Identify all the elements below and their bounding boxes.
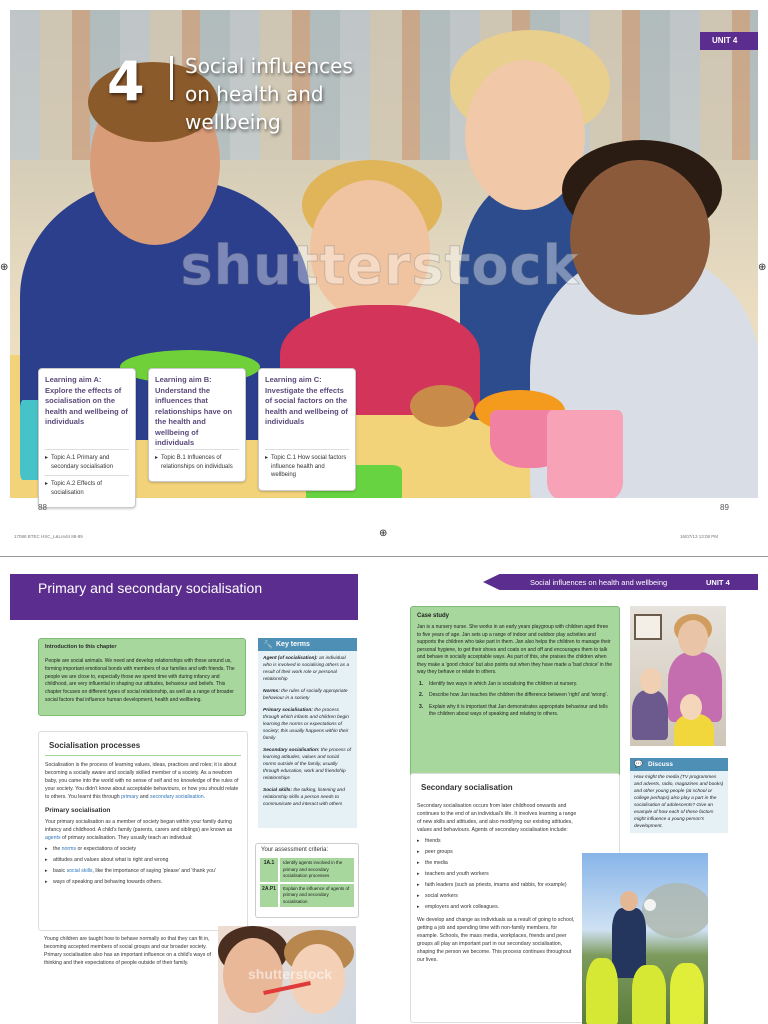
section-header: Primary and secondary socialisation xyxy=(10,574,358,620)
secondary-paragraph: Secondary socialisation occurs from later childhood onwards and continues to the end of an individual's life. It involves learning a range of new skills and attitudes, and also modifying our existing attitudes, values and behaviours. Agents of secondary socialisation include: xyxy=(417,803,577,833)
secondary-title: Secondary socialisation xyxy=(421,783,513,792)
question-text: Identify two ways in which Jan is socialising the children at nursery. xyxy=(429,680,578,687)
text-run: the xyxy=(53,846,62,852)
question-text: Explain why it is important that Jan demonstrates appropriate behaviour and tells the children about ways of speaking and relating to others. xyxy=(429,703,608,717)
assessment-row xyxy=(260,858,354,882)
learning-aim-c-card xyxy=(258,368,356,491)
running-head: Social influences on health and wellbeing xyxy=(530,578,668,587)
socialisation-title: Socialisation processes xyxy=(45,738,241,756)
assessment-code: 2A.P1 xyxy=(260,884,278,908)
crop-line xyxy=(0,556,768,557)
learning-aim-title: Learning aim C: Investigate the effects of social factors on the health and wellbeing of individuals xyxy=(265,375,348,426)
photo-nursery xyxy=(630,606,726,746)
photo-muffin xyxy=(410,385,474,427)
photo-child-bib xyxy=(586,958,618,1024)
key-term xyxy=(263,707,352,742)
key-term xyxy=(263,787,352,808)
text-run: and xyxy=(138,794,150,800)
text-run: or expectations of society xyxy=(76,846,137,852)
intro-title: Introduction to this chapter xyxy=(45,644,117,650)
assessment-code: 1A.1 xyxy=(260,858,278,882)
primary-socialisation-heading: Primary socialisation xyxy=(45,807,111,814)
question-number: 1. xyxy=(419,680,424,687)
list-item: ▸ attitudes and values about what is right and wrong xyxy=(45,856,241,864)
page-number-left: 88 xyxy=(38,503,47,512)
case-study-text: Jan is a nursery nurse. She works in an early years playgroup with children aged three to five years of age. Jan sets up a range of indoor and outdoor play activities and supports the children who take part in them. Jan also helps the children to manage their personal hygiene, to get their shoes and coats on and off and encourages them to talk and behave in socially acceptable ways. As part of this, she praises the children when they make a 'good choice' but also points out when they have made a 'bad choice' in the way they behave or relate to others. xyxy=(417,624,613,675)
chapter-divider xyxy=(170,56,173,100)
question-number: 3. xyxy=(419,703,424,710)
discuss-header xyxy=(630,758,728,771)
photo-feeding-child xyxy=(218,926,356,1024)
print-slug-right: 16/07/13 13:08 PM xyxy=(680,534,719,539)
list-item xyxy=(45,867,241,875)
case-study-question xyxy=(417,692,613,700)
learning-aim-b-card xyxy=(148,368,246,482)
unit-tab: UNIT 4 xyxy=(700,32,758,50)
unit-tab: UNIT 4 xyxy=(706,578,730,587)
key-term-definition: the talking, listening and relationship skills a person needs to communicate and interact with others xyxy=(263,788,345,807)
text-run: of primary socialisation. They usually teach an individual: xyxy=(60,835,193,841)
photo-football xyxy=(644,899,656,911)
key-term-word: Secondary socialisation: xyxy=(263,748,320,753)
case-study-question xyxy=(417,681,613,689)
list-item: ▸ friends xyxy=(417,837,613,845)
key-term-definition: the process of learning attitudes, values and social norms outside of the family, usually through education, work and friendship relationships xyxy=(263,748,351,781)
text-run: basic xyxy=(53,868,67,874)
case-study-box xyxy=(410,606,620,784)
assessment-description: Explain the influence of agents of primary and secondary socialisation xyxy=(280,884,354,908)
question-text: Describe how Jan teaches the children the difference between 'right' and 'wrong'. xyxy=(429,692,608,698)
question-number: 2. xyxy=(419,692,424,698)
discuss-text: How might the media (TV programmes and adverts, radio, magazines and books) and other young people (at school or college perhaps) also play a part in the socialisation of adolescents? Give an example of how each of these factors might influence a young person's development. xyxy=(630,771,728,833)
speech-bubble-icon: 💬 xyxy=(634,761,643,768)
key-term-link[interactable]: primary xyxy=(121,794,139,800)
assessment-title: Your assessment criteria: xyxy=(261,847,329,853)
registration-mark-icon: ⊕ xyxy=(379,528,388,539)
photo-picture-frame xyxy=(634,614,662,640)
assessment-row xyxy=(260,884,354,908)
socialisation-paragraph xyxy=(45,761,241,801)
key-term xyxy=(263,688,352,702)
list-item: ▸ faith leaders (such as priests, imams and rabbis, for example) xyxy=(417,881,577,889)
list-item: ▸ teachers and youth workers xyxy=(417,870,613,878)
key-term-link[interactable]: social skills xyxy=(66,868,93,874)
photo-child-bib xyxy=(670,963,704,1024)
key-term-word: Social skills: xyxy=(263,788,293,793)
learning-aim-topic: ▸ Topic A.1 Primary and secondary socialisation xyxy=(45,449,129,475)
photo-child-bib xyxy=(632,965,666,1024)
key-term-definition: the rules of socially appropriate behaviour in a society xyxy=(263,689,348,701)
key-terms-list xyxy=(258,651,357,817)
learning-aim-topic: ▸ Topic C.1 How social factors influence health and wellbeing xyxy=(265,449,349,484)
key-term-link[interactable]: secondary socialisation xyxy=(149,794,204,800)
print-slug-left: 17088 BTEC HSC_L&Lred4 88-89 xyxy=(14,534,83,539)
assessment-description: Identify agents involved in the primary and secondary socialisation processes xyxy=(280,858,354,882)
list-item xyxy=(45,845,241,853)
chapter-title: Social influences on health and wellbeing xyxy=(185,54,353,134)
photo-child-face xyxy=(680,694,702,720)
registration-mark-icon: ⊕ xyxy=(758,262,767,273)
text-run: . xyxy=(203,794,206,800)
list-item: ▸ peer groups xyxy=(417,848,613,856)
photo-woman-face xyxy=(678,620,708,656)
watermark: shutterstock xyxy=(248,966,333,982)
photo-pink-cup xyxy=(547,410,623,498)
registration-mark-icon: ⊕ xyxy=(0,262,9,273)
young-children-paragraph: Young children are taught how to behave normally so that they can fit in, becoming accepted members of social groups and our broader society. Primary socialisation also has an important influence on a child's ways of thinking and their expectations of people outside of their family. xyxy=(44,936,212,966)
photo-child-face xyxy=(640,668,662,694)
case-study-question xyxy=(417,704,613,719)
learning-aim-topic: ▸ Topic A.2 Effects of socialisation xyxy=(45,475,129,501)
text-run: Socialisation is the process of learning values, ideas, practices and roles; it is about becoming a socially aware and socially skilled member of a society. As a newborn baby, you came into the world with no sense of self and no knowledge of the rules of your society. You didn't know about acceptable behaviours, or how you should relate to others. You learnt this through xyxy=(45,762,239,800)
text-run: Your primary socialisation as a member of society began within your family during infancy and childhood. A child's family (parents, carers and siblings) are known as xyxy=(45,819,233,833)
key-term-link[interactable]: agents xyxy=(45,835,61,841)
learning-aim-a-card xyxy=(38,368,136,508)
content-spread xyxy=(0,568,768,1024)
discuss-title: Discuss xyxy=(648,761,673,768)
discuss-box xyxy=(630,758,728,850)
list-item: ▸ employers and work colleagues. xyxy=(417,903,613,911)
wrench-icon: 🔧 xyxy=(263,640,273,649)
key-term-word: Agent (of socialisation): xyxy=(263,656,318,661)
watermark: shutterstock xyxy=(180,234,580,297)
learning-aim-topic: ▸ Topic B.1 Influences of relationships on individuals xyxy=(155,449,239,475)
key-term xyxy=(263,747,352,782)
list-item: ▸ ways of speaking and behaving towards others. xyxy=(45,878,241,886)
key-terms-box xyxy=(258,638,357,828)
key-term-link[interactable]: norms xyxy=(61,846,77,852)
key-term-definition: an individual who is involved in socialising others as a result of their work role or personal relationship xyxy=(263,656,350,682)
primary-paragraph xyxy=(45,818,241,842)
learning-aim-title: Learning aim A: Explore the effects of socialisation on the health and wellbeing of individuals xyxy=(45,375,128,426)
photo-coach-head xyxy=(620,891,638,911)
key-term-word: Primary socialisation: xyxy=(263,708,313,713)
key-term xyxy=(263,655,352,683)
key-terms-header xyxy=(258,638,357,651)
socialisation-processes-box xyxy=(38,731,248,931)
secondary-paragraph-2: We develop and change as individuals as a result of going to school, getting a job and spending time with non-family members, for example. Schools, the mass media, workplaces, friends and peer groups all play an important part in our secondary socialisation, shaping the person we become. This process continues throughout our lives. xyxy=(417,917,575,963)
intro-box xyxy=(38,638,246,716)
key-term-definition: the process through which infants and children begin learning the norms or expectations of society; this usually happens within their family xyxy=(263,708,349,741)
list-item: ▸ social workers xyxy=(417,892,613,900)
learning-aim-title: Learning aim B: Understand the influences that relationships have on the health and wellbeing of individuals xyxy=(155,375,233,447)
photo-boy-head xyxy=(570,160,710,315)
key-terms-title: Key terms xyxy=(276,641,310,648)
case-study-title: Case study xyxy=(417,613,450,619)
text-run: , like the importance of saying 'please' and 'thank you' xyxy=(92,868,216,874)
assessment-criteria-box xyxy=(255,843,359,918)
page-number-right: 89 xyxy=(720,503,729,512)
intro-text: People are social animals. We need and develop relationships with those around us, forming important emotional bonds with members of our families and with friends. The people we are close to, especially those we spend time with during infancy and childhood, are very influential in shaping our attitudes, behaviour and beliefs. This chapter focuses on different types of social relationship, as well as a range of broader social factors that influence human development, health and wellbeing. xyxy=(45,658,235,703)
photo-child-body xyxy=(632,690,668,740)
chapter-number: 4 xyxy=(107,50,145,113)
photo-football-coach xyxy=(582,853,708,1024)
key-term-word: Norms: xyxy=(263,689,280,694)
list-item: ▸ the media xyxy=(417,859,613,867)
